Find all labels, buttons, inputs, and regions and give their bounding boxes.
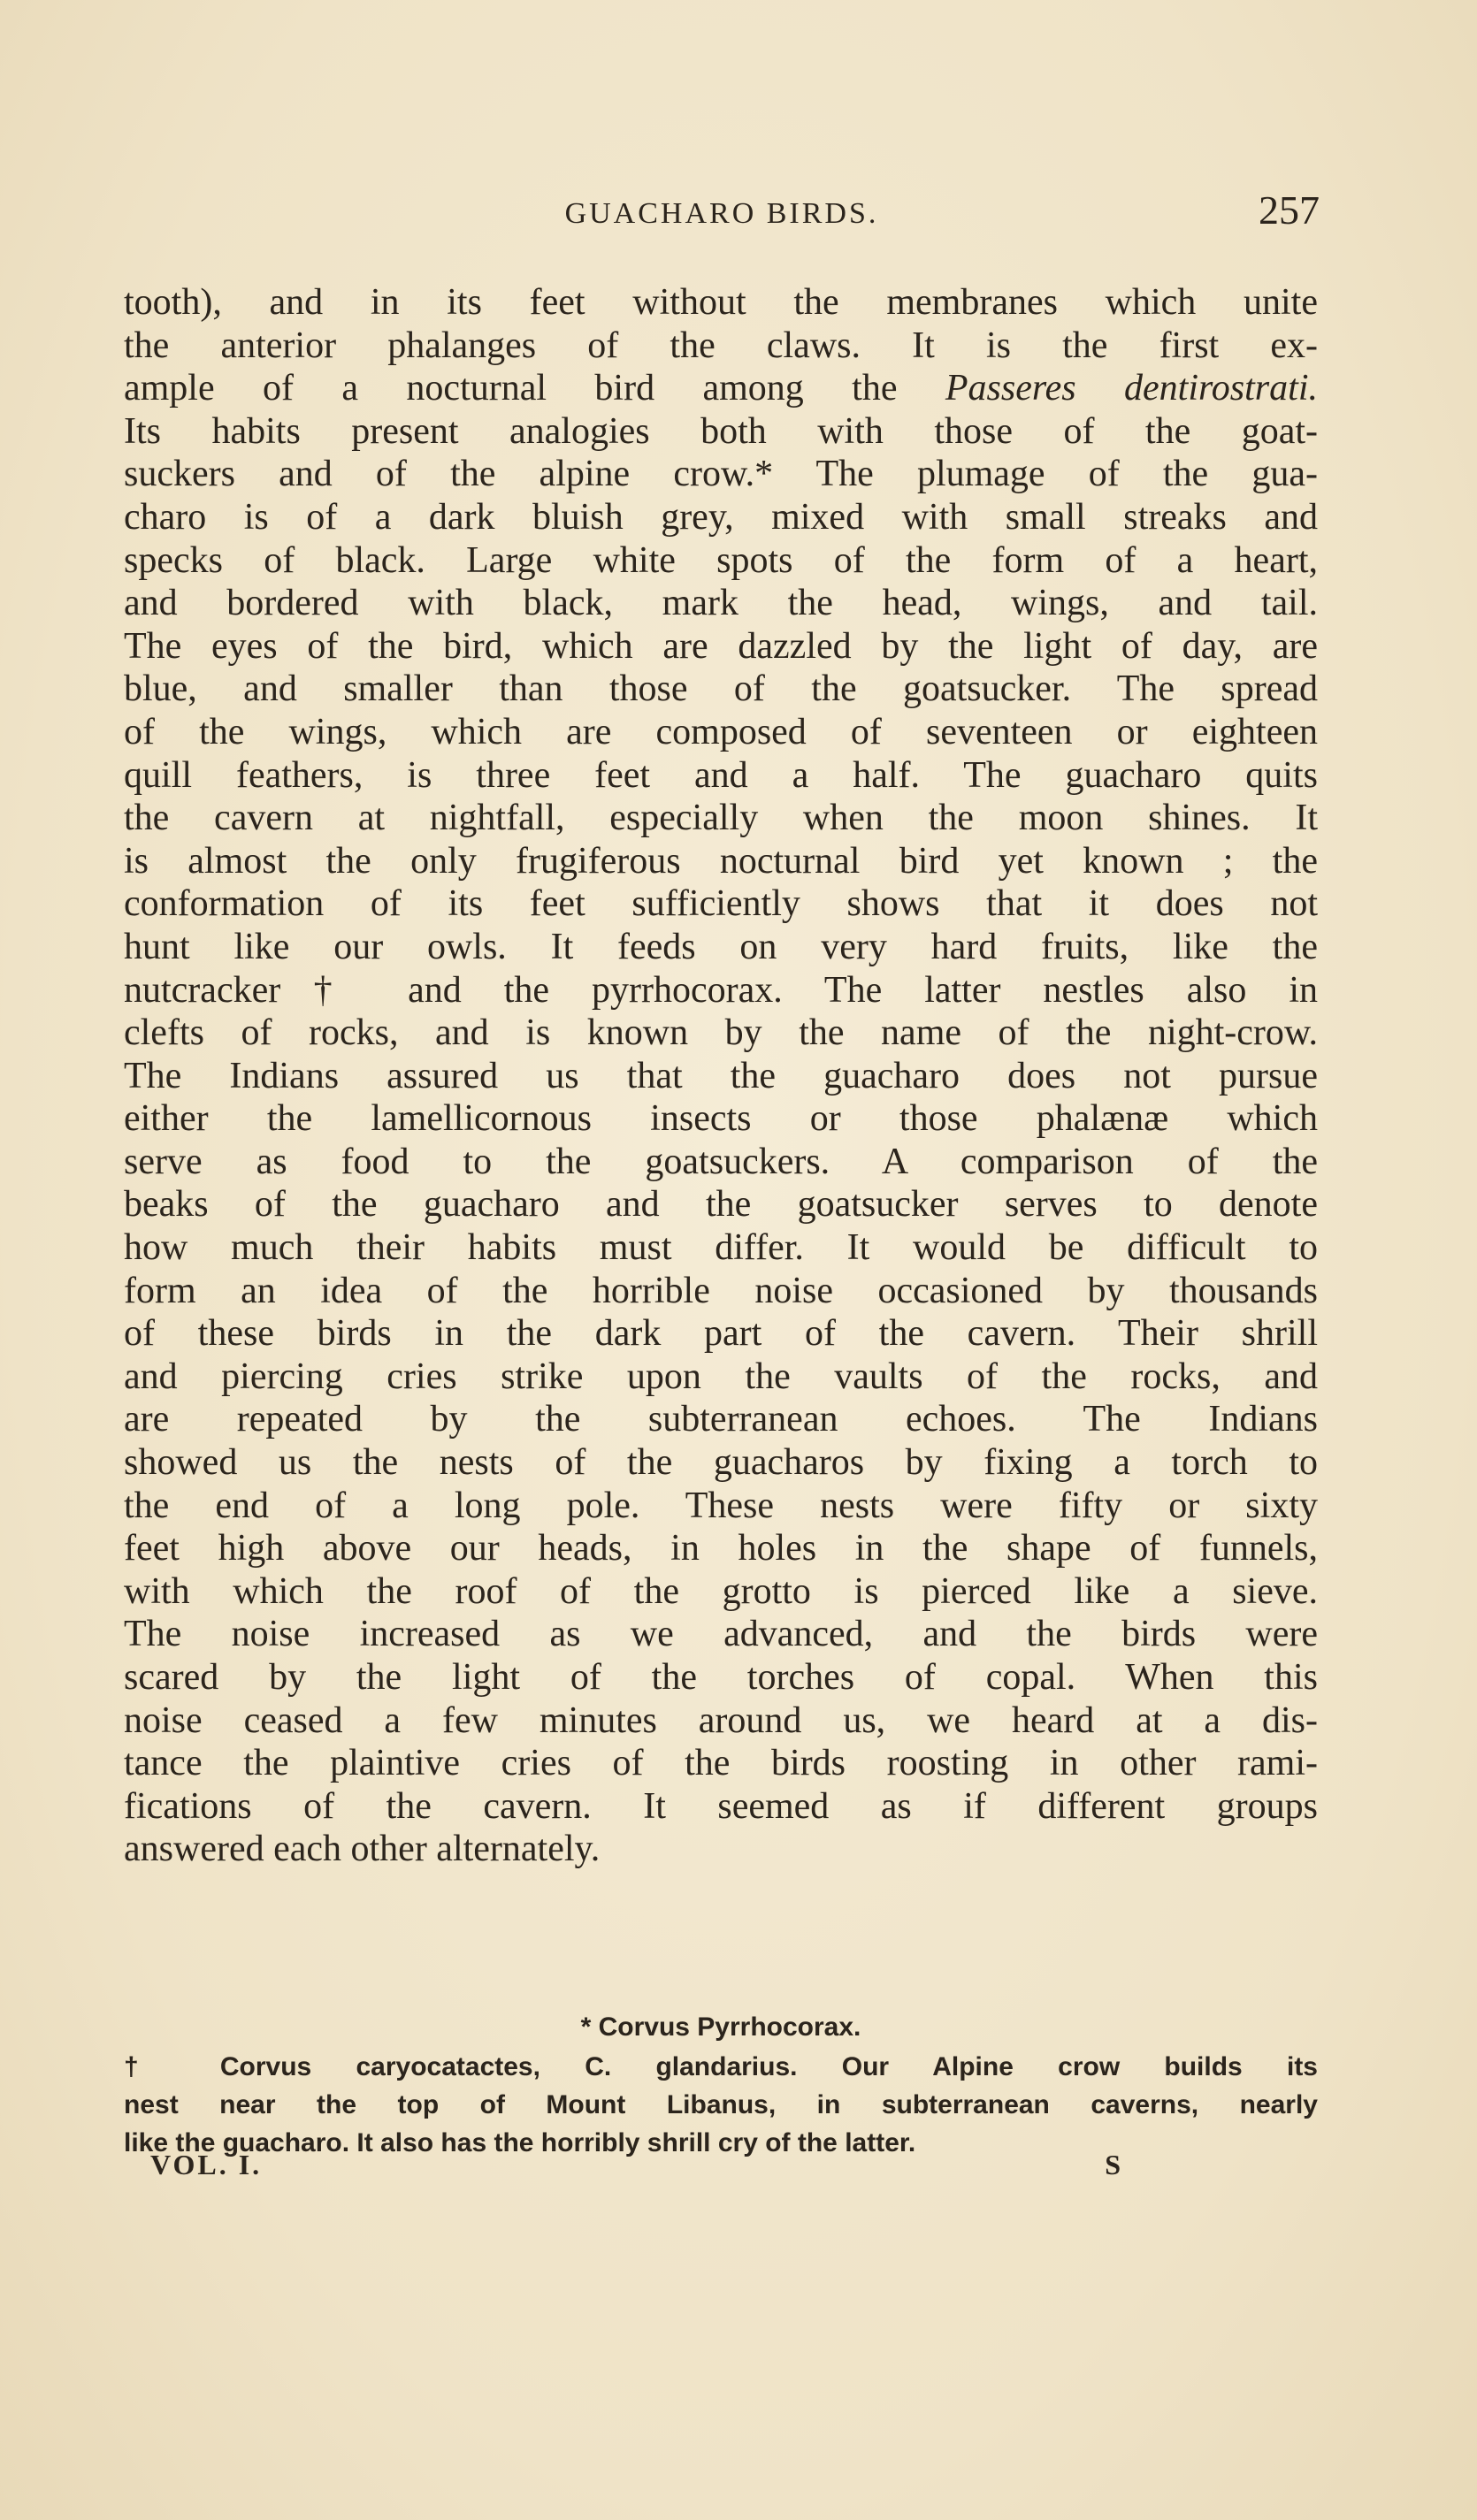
body-line: specks of black. Large white spots of the form of a heart,	[124, 539, 1318, 581]
body-line: of the wings, which are composed of seventeen or eighteen	[124, 711, 1318, 752]
body-line: nutcracker† and the pyrrhocorax. The latter nestles also in	[124, 969, 1318, 1011]
body-line: and bordered with black, mark the head, wings, and tail.	[124, 583, 1318, 624]
body-line: The eyes of the bird, which are dazzled by the light of day, are	[124, 625, 1318, 667]
footnote-line: nest near the top of Mount Libanus, in subterranean caverns, nearly	[124, 2090, 1318, 2119]
body-line: scared by the light of the torches of copal. When this	[124, 1657, 1318, 1698]
page-number: 257	[1259, 187, 1320, 233]
body-line: blue, and smaller than those of the goatsucker. The spread	[124, 668, 1318, 710]
body-line: showed us the nests of the guacharos by fixing a torch to	[124, 1442, 1318, 1484]
body-line: serve as food to the goatsuckers. A comparison of the	[124, 1141, 1318, 1182]
body-line: is almost the only frugiferous nocturnal bird yet known ; the	[124, 840, 1318, 882]
body-line: form an idea of the horrible noise occasioned by thousands	[124, 1270, 1318, 1311]
body-line: tooth), and in its feet without the membranes which unite	[124, 282, 1318, 323]
body-line: tance the plaintive cries of the birds roosting in other rami-	[124, 1743, 1318, 1784]
body-line: fications of the cavern. It seemed as if different groups	[124, 1785, 1318, 1827]
volume-label: VOL. I.	[150, 2149, 263, 2180]
body-line: The noise increased as we advanced, and the birds were	[124, 1614, 1318, 1655]
footnote-corvus-caryocatactes	[124, 2048, 1318, 2162]
footnotes	[124, 2007, 1318, 2162]
body-line: noise ceased a few minutes around us, we heard at a dis-	[124, 1699, 1318, 1741]
page-footer	[150, 2149, 1123, 2193]
body-line: beaks of the guacharo and the goatsucker serves to denote	[124, 1184, 1318, 1226]
body-line: the end of a long pole. These nests were fifty or sixty	[124, 1485, 1318, 1526]
body-line: of these birds in the dark part of the cavern. Their shrill	[124, 1313, 1318, 1355]
running-title: GUACHARO BIRDS.	[564, 197, 879, 230]
body-line: either the lamellicornous insects or those phalænæ which	[124, 1098, 1318, 1140]
latin-taxon: Passeres dentirostrati.	[945, 368, 1318, 409]
footnote-line: like the guacharo. It also has the horribly shrill cry of the latter.	[124, 2128, 916, 2157]
body-line: feet high above our heads, in holes in the shape of funnels,	[124, 1528, 1318, 1569]
body-line: are repeated by the subterranean echoes. The Indians	[124, 1399, 1318, 1440]
body-line: ample of a nocturnal bird among the Passeres dentirostrati.	[124, 368, 1318, 409]
body-line: with which the roof of the grotto is pierced like a sieve.	[124, 1570, 1318, 1612]
body-line: the cavern at nightfall, especially when the moon shines. It	[124, 798, 1318, 839]
body-line: conformation of its feet sufficiently shows that it does not	[124, 883, 1318, 925]
signature-mark: S	[1105, 2149, 1123, 2180]
body-line: hunt like our owls. It feeds on very hard fruits, like the	[124, 926, 1318, 967]
body-line: how much their habits must differ. It would be difficult to	[124, 1227, 1318, 1269]
body-line: suckers and of the alpine crow.* The plumage of the gua-	[124, 454, 1318, 495]
body-line: the anterior phalanges of the claws. It is the first ex-	[124, 325, 1318, 366]
body-line: answered each other alternately.	[124, 1829, 601, 1870]
footnote-line: † Corvus caryocatactes, C. glandarius. Our Alpine crow builds its	[124, 2052, 1318, 2081]
body-line: quill feathers, is three feet and a half. The guacharo quits	[124, 754, 1318, 796]
footnote-corvus-pyrrhocorax: * Corvus Pyrrhocorax.	[580, 2012, 861, 2042]
body-line: clefts of rocks, and is known by the name of the night-crow.	[124, 1012, 1318, 1054]
body-line: and piercing cries strike upon the vaults of the rocks, and	[124, 1355, 1318, 1397]
body-line: Its habits present analogies both with those of the goat-	[124, 410, 1318, 452]
body-line: charo is of a dark bluish grey, mixed with small streaks and	[124, 496, 1318, 538]
running-head	[124, 181, 1320, 234]
body-line: The Indians assured us that the guacharo does not pursue	[124, 1055, 1318, 1096]
body-text	[124, 281, 1318, 1871]
